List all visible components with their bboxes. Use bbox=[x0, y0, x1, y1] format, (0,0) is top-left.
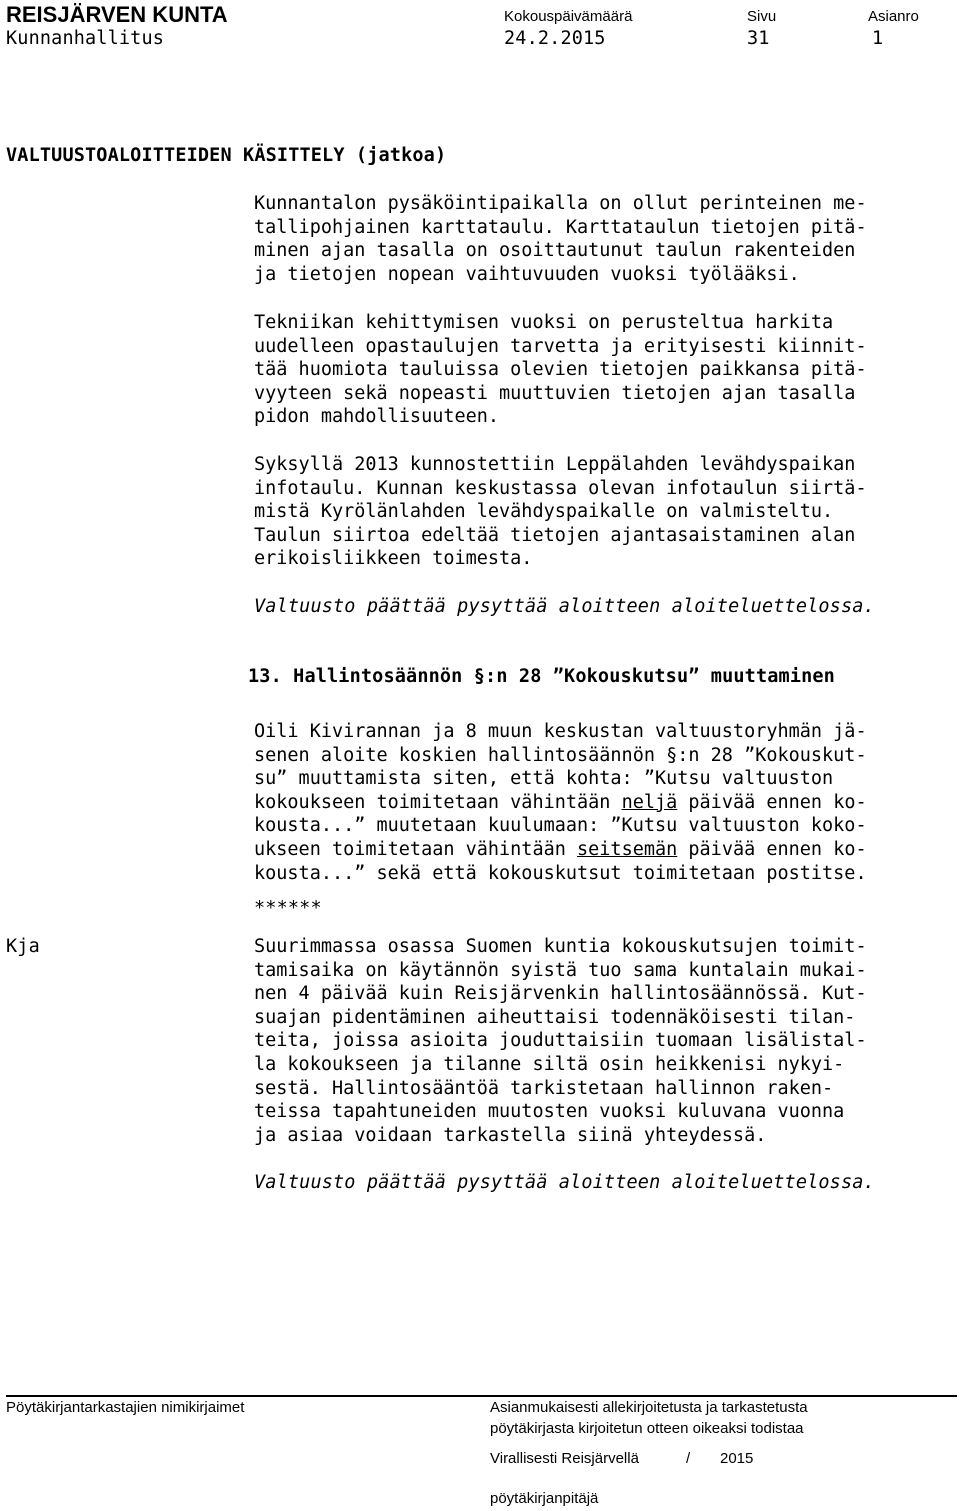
text-segment: päivää ennen ko- bbox=[677, 838, 867, 860]
meeting-date: 24.2.2015 bbox=[504, 28, 606, 49]
paragraph-line: sestä. Hallintosääntöä tarkistetaan hallinnon raken- bbox=[254, 1077, 834, 1099]
paragraph-line bbox=[254, 791, 954, 815]
page-number: 31 bbox=[747, 28, 770, 49]
page-label: Sivu bbox=[747, 8, 777, 25]
paragraph-2 bbox=[254, 311, 954, 429]
paragraph-line: tamisaika on käytännön syistä tuo sama kuntalain mukai- bbox=[254, 959, 867, 981]
paragraph-line: ja tietojen nopean vaihtuvuuden vuoksi työlääksi. bbox=[254, 263, 800, 285]
footer-certification-line-2: pöytäkirjasta kirjoitetun otteen oikeaksi todistaa bbox=[490, 1420, 804, 1437]
footer-year: 2015 bbox=[720, 1450, 754, 1467]
paragraph-line: tallipohjainen karttataulu. Karttataulun tietojen pitä- bbox=[254, 216, 867, 238]
body-name: Kunnanhallitus bbox=[6, 28, 165, 49]
decision-2: Valtuusto päättää pysyttää aloitteen aloiteluettelossa. bbox=[254, 1172, 875, 1193]
paragraph-line: senen aloite koskien hallintosäännön §:n 28 ”Kokouskut- bbox=[254, 744, 867, 766]
footer-initials-label: Pöytäkirjantarkastajien nimikirjaimet bbox=[6, 1399, 245, 1416]
footer-signer: pöytäkirjanpitäjä bbox=[490, 1490, 599, 1507]
footer-place: Virallisesti Reisjärvellä bbox=[490, 1450, 639, 1467]
paragraph-line: Oili Kivirannan ja 8 muun keskustan valtuustoryhmän jä- bbox=[254, 721, 867, 742]
footer-certification-line-1: Asianmukaisesti allekirjoitetusta ja tarkastetusta bbox=[490, 1399, 808, 1416]
case-number: 1 bbox=[872, 28, 884, 49]
kja-label: Kja bbox=[6, 936, 40, 957]
paragraph-line: su” muuttamista siten, että kohta: ”Kutsu valtuuston bbox=[254, 768, 834, 790]
underlined-word: neljä bbox=[621, 791, 678, 813]
organization-name: REISJÄRVEN KUNTA bbox=[6, 2, 228, 27]
paragraph-line: pidon mahdollisuuteen. bbox=[254, 406, 500, 428]
separator-stars: ****** bbox=[254, 898, 322, 919]
paragraph-line: Taulun siirtoa edeltää tietojen ajantasaistaminen alan bbox=[254, 524, 856, 546]
case-label: Asianro bbox=[868, 8, 919, 25]
kja-proposal bbox=[254, 935, 954, 1147]
paragraph-line: teissa tapahtuneiden muutosten vuoksi kuluvana vuonna bbox=[254, 1101, 845, 1123]
paragraph-line: Kunnantalon pysäköintipaikalla on ollut perinteinen me- bbox=[254, 193, 867, 214]
item-13-initiative bbox=[254, 720, 954, 885]
paragraph-line: uudelleen opastaulujen tarvetta ja erityisesti kiinnit- bbox=[254, 335, 867, 357]
paragraph-line: erikoisliikkeen toimesta. bbox=[254, 548, 533, 570]
paragraph-line bbox=[254, 838, 954, 862]
paragraph-line: mistä Kyrölänlahden levähdyspaikalle on valmisteltu. bbox=[254, 501, 834, 523]
paragraph-line: teita, joissa asioita jouduttaisiin tuomaan lisälistal- bbox=[254, 1030, 867, 1052]
paragraph-line: minen ajan tasalla on osoittautunut taulun rakenteiden bbox=[254, 240, 856, 262]
paragraph-line: kousta...” sekä että kokouskutsut toimitetaan postitse. bbox=[254, 862, 867, 884]
paragraph-line: tää huomiota tauluissa olevien tietojen paikkansa pitä- bbox=[254, 359, 867, 381]
paragraph-line: la kokoukseen ja tilanne siltä osin heikkenisi nykyi- bbox=[254, 1053, 845, 1075]
paragraph-line: kousta...” muutetaan kuulumaan: ”Kutsu valtuuston koko- bbox=[254, 815, 867, 837]
footer-slash: / bbox=[686, 1450, 691, 1467]
paragraph-line: suajan pidentäminen aiheuttaisi todennäköisesti tilan- bbox=[254, 1006, 856, 1028]
paragraph-line: nen 4 päivää kuin Reisjärvenkin hallintosäännössä. Kut- bbox=[254, 983, 867, 1005]
text-segment: ukseen toimitetaan vähintään bbox=[254, 838, 578, 860]
paragraph-line: Syksyllä 2013 kunnostettiin Leppälahden levähdyspaikan bbox=[254, 454, 856, 475]
text-segment: kokoukseen toimitetaan vähintään bbox=[254, 791, 622, 813]
paragraph-line: infotaulu. Kunnan keskustassa olevan infotaulun siirtä- bbox=[254, 477, 867, 499]
date-label: Kokouspäivämäärä bbox=[504, 8, 633, 25]
section-title: VALTUUSTOALOITTEIDEN KÄSITTELY (jatkoa) bbox=[6, 145, 447, 166]
paragraph-line: ja asiaa voidaan tarkastella siinä yhteydessä. bbox=[254, 1124, 767, 1146]
underlined-word: seitsemän bbox=[577, 838, 678, 860]
paragraph-line: Suurimmassa osassa Suomen kuntia kokouskutsujen toimit- bbox=[254, 936, 867, 957]
text-segment: päivää ennen ko- bbox=[677, 791, 867, 813]
paragraph-line: vyyteen sekä nopeasti muuttuvien tietojen ajan tasalla bbox=[254, 382, 856, 404]
item-title: 13. Hallintosäännön §:n 28 ”Kokouskutsu” muuttaminen bbox=[248, 666, 835, 687]
footer-divider bbox=[6, 1395, 957, 1397]
paragraph-3 bbox=[254, 453, 954, 571]
paragraph-1 bbox=[254, 192, 954, 286]
paragraph-line: Tekniikan kehittymisen vuoksi on perusteltua harkita bbox=[254, 312, 834, 333]
decision-1: Valtuusto päättää pysyttää aloitteen aloiteluettelossa. bbox=[254, 596, 875, 617]
